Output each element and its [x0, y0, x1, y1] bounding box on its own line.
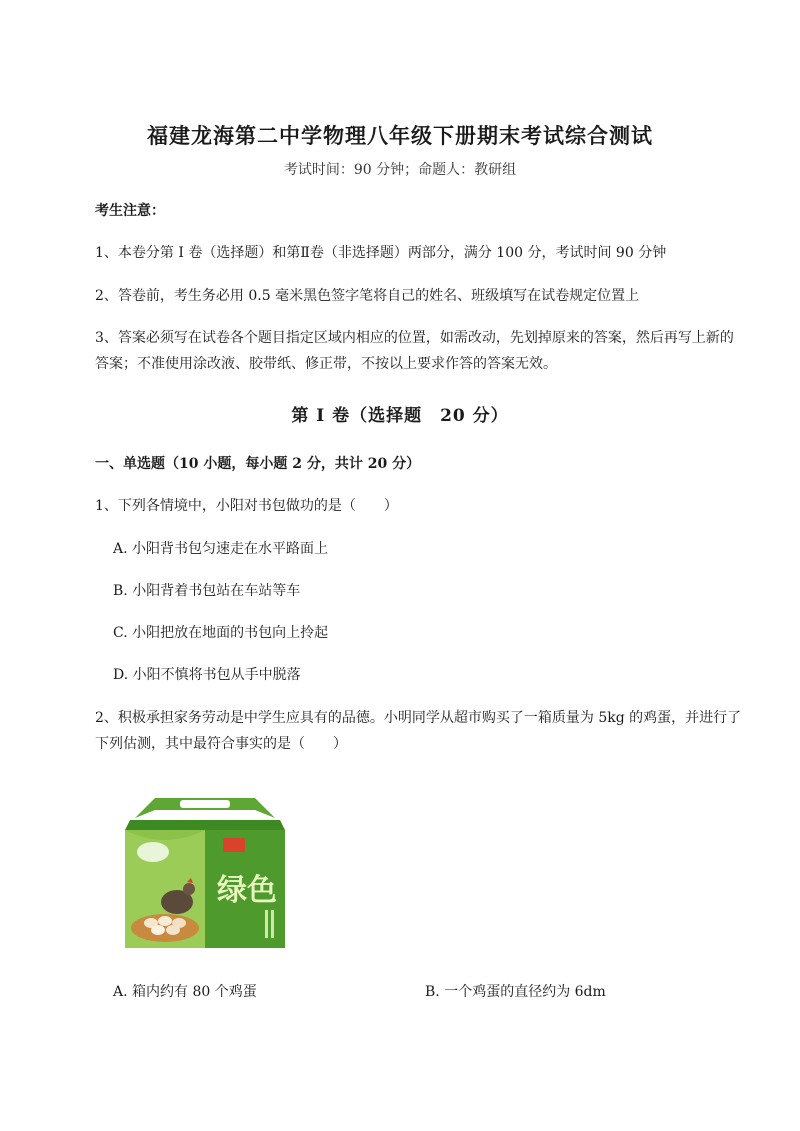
decor-bar — [265, 910, 268, 938]
egg-box-image — [125, 790, 285, 950]
red-tag — [223, 838, 245, 852]
page-title: 福建龙海第二中学物理八年级下册期末考试综合测试 — [147, 123, 653, 148]
notice-item: 1、本卷分第 I 卷（选择题）和第Ⅱ卷（非选择题）两部分，满分 100 分，考试时间 90 分钟 — [95, 245, 667, 261]
decor-bar — [271, 910, 274, 938]
notice-heading: 考生注意： — [95, 203, 165, 219]
option-b: B. 小阳背着书包站在车站等车 — [113, 583, 301, 599]
option-d: D. 小阳不慎将书包从手中脱落 — [113, 667, 301, 683]
section-title: 第 I 卷（选择题 20 分） — [291, 406, 509, 426]
box-top — [125, 820, 285, 830]
brand-logo — [137, 842, 169, 862]
egg — [158, 916, 172, 926]
option-a: A. 小阳背书包匀速走在水平路面上 — [113, 541, 329, 557]
handle-hole — [180, 800, 230, 808]
part-heading: 一、单选题（10 小题，每小题 2 分，共计 20 分） — [95, 456, 421, 472]
egg — [166, 925, 180, 935]
notice-item: 3、答案必须写在试卷各个题目指定区域内相应的位置，如需改动，先划掉原来的答案，然后再写上新的答案；不准使用涂改液、胶带纸、修正带，不按以上要求作答的答案无效。 — [95, 330, 734, 372]
exam-meta: 考试时间：90 分钟；命题人：教研组 — [283, 162, 517, 178]
option-c: C. 小阳把放在地面的书包向上拎起 — [113, 625, 329, 641]
chicken-head — [183, 883, 195, 895]
question-stem: 1、下列各情境中，小阳对书包做功的是（ ） — [95, 498, 398, 514]
option-a: A. 箱内约有 80 个鸡蛋 — [113, 984, 257, 1000]
option-b: B. 一个鸡蛋的直径约为 6dm — [425, 984, 606, 1000]
question-stem: 2、积极承担家务劳动是中学生应具有的品德。小明同学从超市购买了一箱质量为 5kg 的鸡蛋，并进行了下列估测，其中最符合事实的是（ ） — [95, 710, 742, 752]
egg — [151, 925, 165, 935]
notice-item: 2、答卷前，考生务必用 0.5 毫米黑色签字笔将自己的姓名、班级填写在试卷规定位置上 — [95, 288, 640, 304]
box-label: 绿色 — [217, 873, 277, 908]
